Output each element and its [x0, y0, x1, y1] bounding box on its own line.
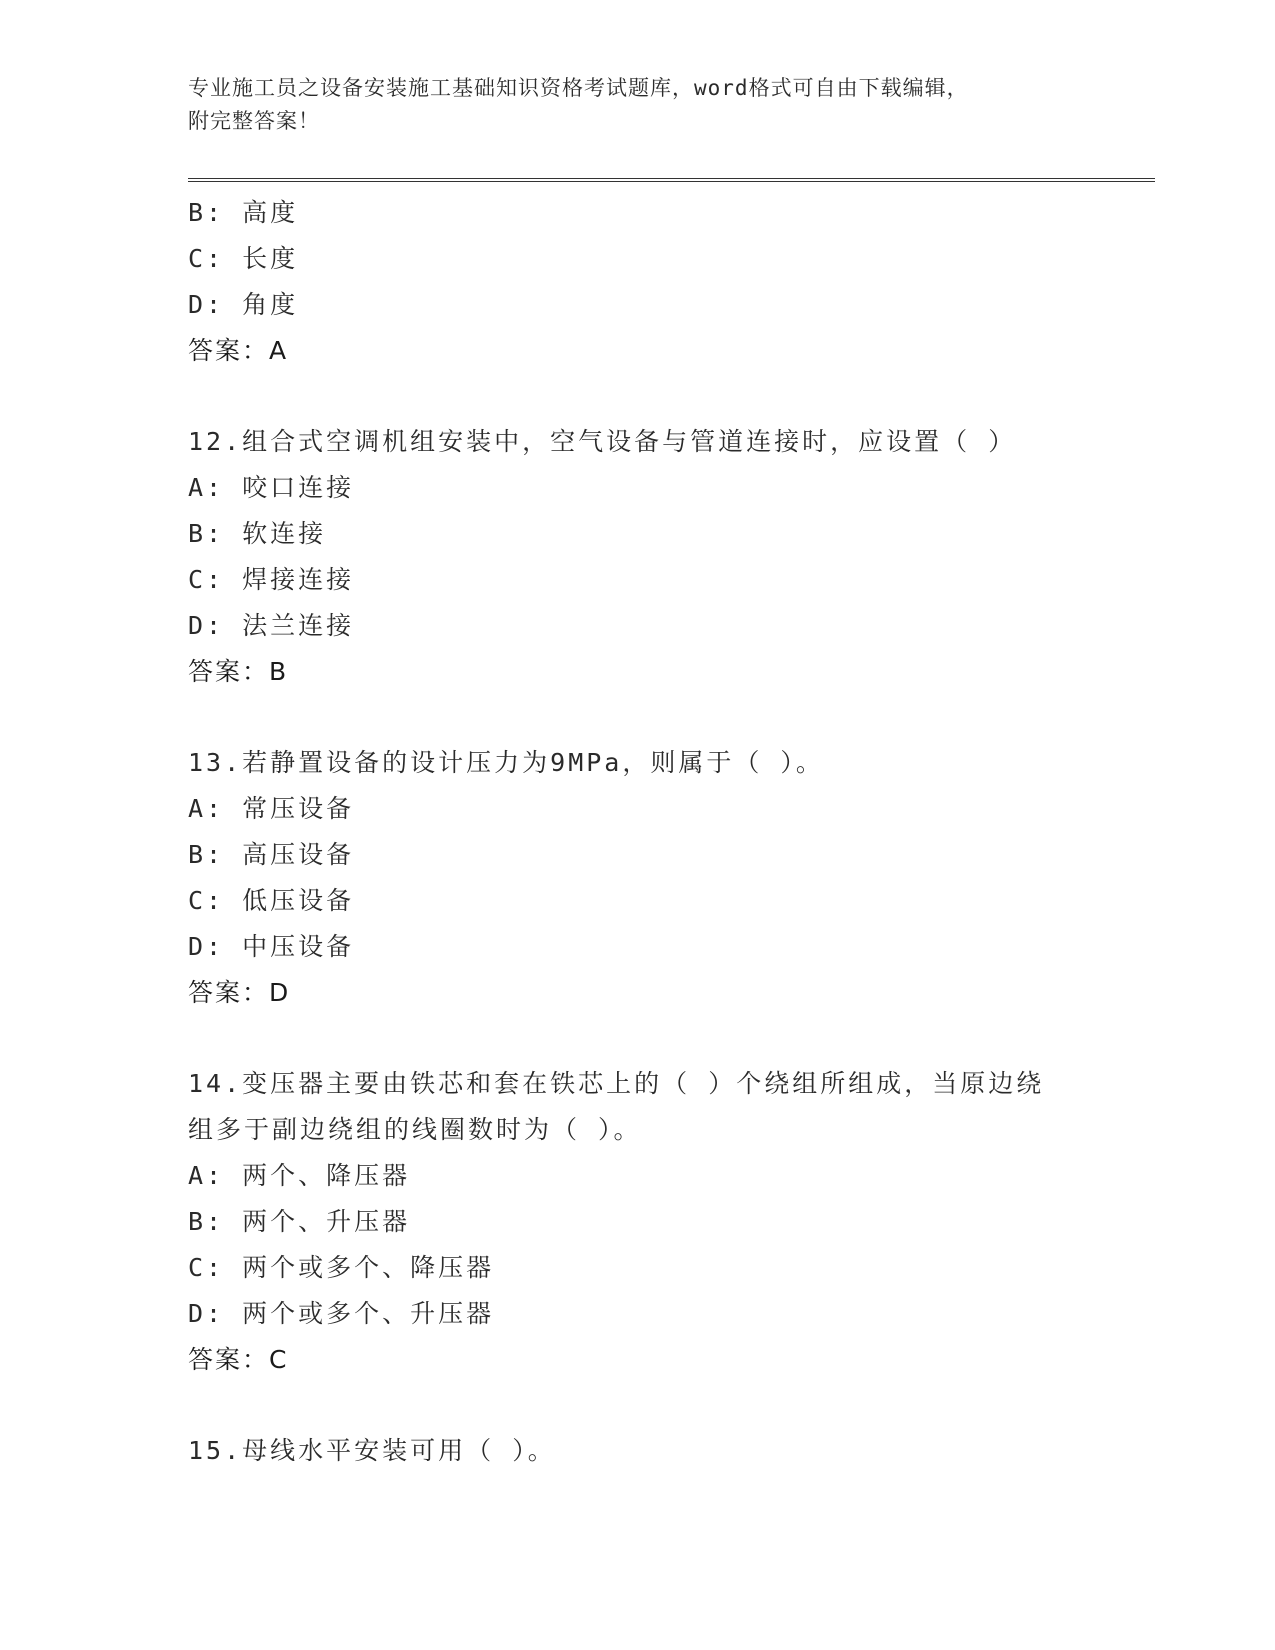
- q13-option-c: C: 低压设备: [188, 886, 355, 915]
- q14-question-line-1: 14.变压器主要由铁芯和套在铁芯上的（ ）个绕组所组成，当原边绕: [188, 1069, 1045, 1098]
- header-line-1: 专业施工员之设备安装施工基础知识资格考试题库，word格式可自由下载编辑，: [188, 76, 969, 100]
- q14-option-c: C: 两个或多个、降压器: [188, 1253, 495, 1282]
- q12-option-d: D: 法兰连接: [188, 611, 355, 640]
- q14-option-b: B: 两个、升压器: [188, 1207, 411, 1236]
- q14-answer: 答案：C: [188, 1345, 289, 1374]
- q13-option-a: A: 常压设备: [188, 794, 355, 823]
- header-divider: [188, 178, 1155, 182]
- q13-option-b: B: 高压设备: [188, 840, 355, 869]
- q12-option-b: B: 软连接: [188, 519, 327, 548]
- q12-question: 12.组合式空调机组安装中，空气设备与管道连接时，应设置（ ）: [188, 427, 1017, 456]
- q13-option-d: D: 中压设备: [188, 932, 355, 961]
- q14-option-d: D: 两个或多个、升压器: [188, 1299, 495, 1328]
- q13-answer: 答案：D: [188, 978, 291, 1007]
- q11-answer: 答案：A: [188, 336, 289, 365]
- q11-option-c: C: 长度: [188, 244, 299, 273]
- q15-question: 15.母线水平安装可用（ ）。: [188, 1436, 556, 1465]
- q14-question-line-2: 组多于副边绕组的线圈数时为（ ）。: [188, 1115, 642, 1144]
- q11-option-b: B: 高度: [188, 198, 299, 227]
- document-header: [188, 72, 1068, 138]
- q12-option-c: C: 焊接连接: [188, 565, 355, 594]
- question-list: [188, 190, 1088, 1474]
- q13-question: 13.若静置设备的设计压力为9MPa，则属于（ ）。: [188, 748, 824, 777]
- header-line-2: 附完整答案！: [188, 109, 320, 133]
- q12-option-a: A: 咬口连接: [188, 473, 355, 502]
- q11-option-d: D: 角度: [188, 290, 299, 319]
- q14-option-a: A: 两个、降压器: [188, 1161, 411, 1190]
- q12-answer: 答案：B: [188, 657, 289, 686]
